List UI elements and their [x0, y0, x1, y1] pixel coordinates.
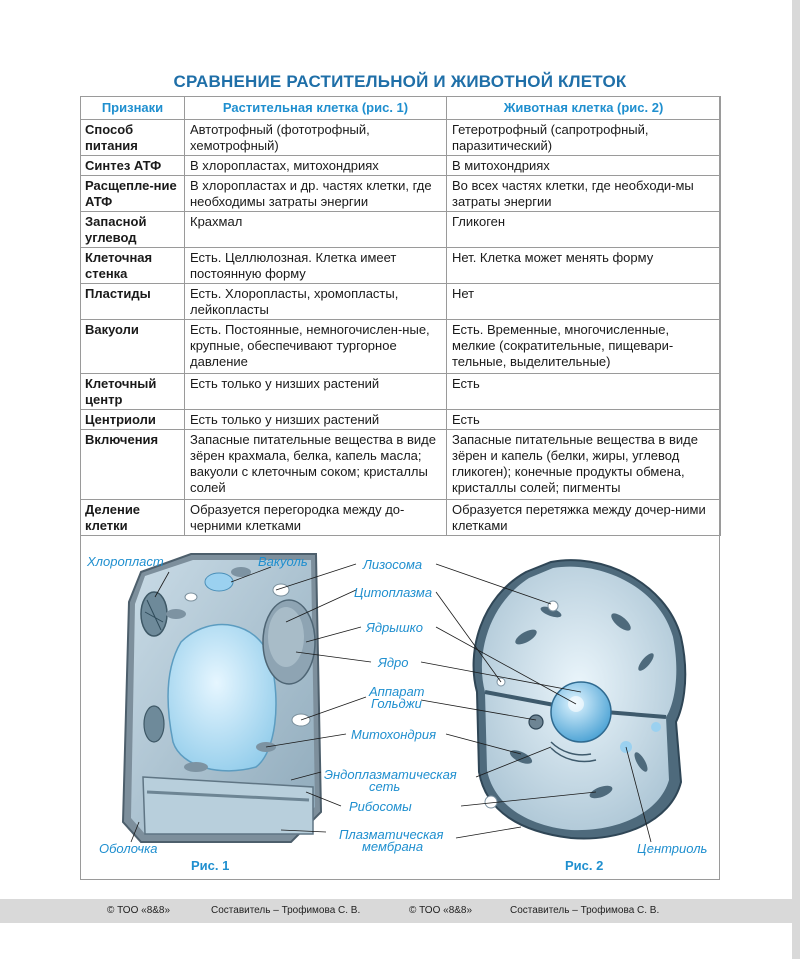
row-key: Центриоли	[81, 410, 185, 430]
label-ribosomes: Рибосомы	[349, 799, 412, 814]
row-key: Включения	[81, 430, 185, 500]
animal-cell-drawing	[474, 560, 686, 838]
plant-cell: Автотрофный (фототрофный, хемотрофный)	[185, 120, 447, 156]
label-er-line1: Эндоплазматическая	[324, 767, 457, 782]
row-key: Расщепле-ние АТФ	[81, 176, 185, 212]
label-cytoplasm: Цитоплазма	[354, 585, 433, 600]
comparison-table	[80, 96, 721, 536]
figure-2-caption: Рис. 2	[565, 858, 604, 873]
plant-cell: Крахмал	[185, 212, 447, 248]
label-golgi-line2: Гольджи	[371, 696, 422, 711]
animal-cell: Образуется перетяжка между дочер-ними клетками	[447, 500, 721, 536]
plant-cell: Запасные питательные вещества в виде зёрен крахмала, белка, капель масла; вакуоли с клеточным соком; кристаллы солей	[185, 430, 447, 500]
right-edge-strip	[792, 0, 800, 959]
label-nucleus: Ядро	[378, 655, 409, 670]
animal-cell: В митохондриях	[447, 156, 721, 176]
figure-1-caption: Рис. 1	[191, 858, 230, 873]
label-centriole: Центриоль	[637, 841, 708, 856]
row-key: Клеточная стенка	[81, 248, 185, 284]
row-key: Запасной углевод	[81, 212, 185, 248]
table-row	[81, 500, 721, 536]
animal-nucleus-shape	[551, 682, 611, 742]
column-header: Растительная клетка (рис. 1)	[185, 97, 447, 120]
animal-cell: Есть	[447, 374, 721, 410]
plant-cell: Есть. Целлюлозная. Клетка имеет постоянную форму	[185, 248, 447, 284]
label-golgi-line1: Аппарат	[369, 684, 425, 699]
row-key: Деление клетки	[81, 500, 185, 536]
table-row	[81, 212, 721, 248]
plant-cell: В хлоропластах и др. частях клетки, где необходимы затраты энергии	[185, 176, 447, 212]
column-header: Признаки	[81, 97, 185, 120]
footer-bar	[0, 899, 792, 923]
animal-cell: Во всех частях клетки, где необходи-мы затраты энергии	[447, 176, 721, 212]
label-membrane-line2: мембрана	[362, 839, 424, 854]
plant-cell: Есть. Постоянные, немногочислен-ные, крупные, обеспечивают тургорное давление	[185, 320, 447, 374]
table-row	[81, 410, 721, 430]
golgi-marker	[529, 715, 543, 729]
row-key: Способ питания	[81, 120, 185, 156]
animal-cell: Запасные питательные вещества в виде зёрен и капель (белки, жиры, углевод гликоген); конечные продукты обмена, кристаллы солей; пигменты	[447, 430, 721, 500]
table-row	[81, 248, 721, 284]
table-row	[81, 176, 721, 212]
row-key: Вакуоли	[81, 320, 185, 374]
animal-cell: Гетеротрофный (сапротрофный, паразитический)	[447, 120, 721, 156]
label-er-line2: сеть	[369, 779, 401, 794]
row-key: Клеточный центр	[81, 374, 185, 410]
animal-cell: Нет. Клетка может менять форму	[447, 248, 721, 284]
column-header: Животная клетка (рис. 2)	[447, 97, 721, 120]
footer-author-right: Составитель – Трофимова С. В.	[510, 905, 660, 916]
animal-cell: Есть	[447, 410, 721, 430]
page-title: СРАВНЕНИЕ РАСТИТЕЛЬНОЙ И ЖИВОТНОЙ КЛЕТОК	[173, 72, 627, 91]
plant-cell: В хлоропластах, митохондриях	[185, 156, 447, 176]
table-row	[81, 374, 721, 410]
plant-cell: Есть только у низших растений	[185, 410, 447, 430]
animal-cell: Гликоген	[447, 212, 721, 248]
table-row	[81, 284, 721, 320]
table-row	[81, 156, 721, 176]
row-key: Пластиды	[81, 284, 185, 320]
footer-copyright-left: © ТОО «8&8»	[107, 905, 171, 916]
table-row	[81, 430, 721, 500]
animal-cell: Нет	[447, 284, 721, 320]
plant-cell-drawing	[123, 554, 321, 842]
plant-cell: Образуется перегородка между до-черними клетками	[185, 500, 447, 536]
table-header-row	[81, 97, 721, 120]
label-mitochondria: Митохондрия	[351, 727, 437, 742]
row-key: Синтез АТФ	[81, 156, 185, 176]
plant-cell: Есть. Хлоропласты, хромопласты, лейкопласты	[185, 284, 447, 320]
table-row	[81, 120, 721, 156]
label-chloroplast: Хлоропласт	[87, 554, 164, 569]
footer-author-left: Составитель – Трофимова С. В.	[211, 905, 361, 916]
cell-illustrations	[81, 542, 719, 879]
animal-cell: Есть. Временные, многочисленные, мелкие (сократительные, пищевари-тельные, выделительные)	[447, 320, 721, 374]
label-membrane-line1: Плазматическая	[339, 827, 444, 842]
label-vacuole: Вакуоль	[258, 554, 308, 569]
label-lysosome: Лизосома	[363, 557, 423, 572]
table-row	[81, 320, 721, 374]
label-shell: Оболочка	[99, 841, 158, 856]
footer-copyright-right: © ТОО «8&8»	[409, 905, 473, 916]
plant-cell: Есть только у низших растений	[185, 374, 447, 410]
label-nucleolus: Ядрышко	[366, 620, 424, 635]
